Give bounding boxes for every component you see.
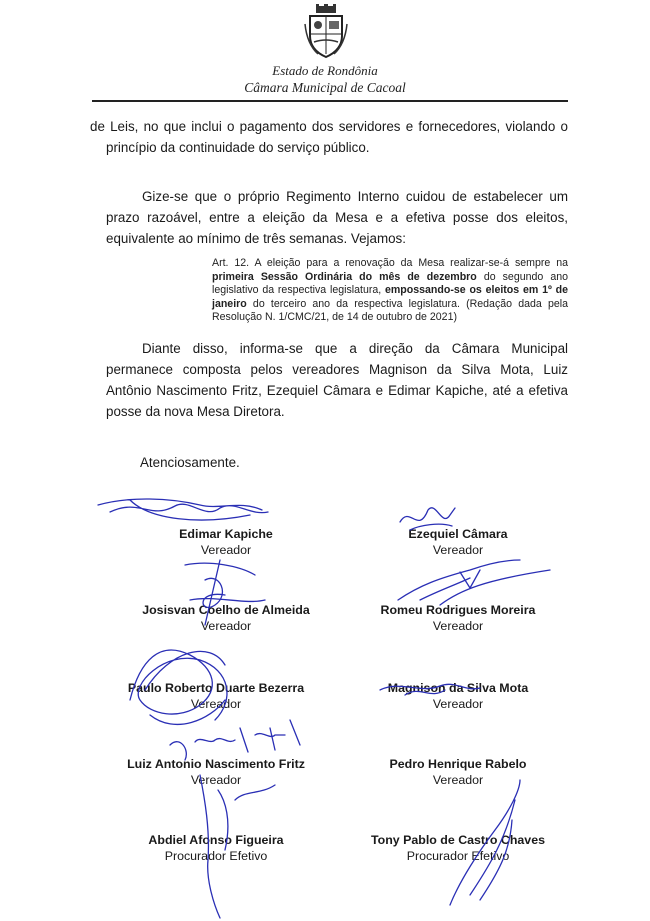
signatory-name: Tony Pablo de Castro Chaves: [371, 833, 545, 847]
signatory-role: Vereador: [190, 697, 242, 711]
signatory-name: Magnison da Silva Mota: [387, 681, 529, 695]
signatory-role: Vereador: [190, 773, 242, 787]
signature-block: [96, 832, 336, 864]
signature-block: [96, 756, 336, 788]
signatory-role: Vereador: [432, 697, 484, 711]
signatory-name: Paulo Roberto Duarte Bezerra: [127, 681, 305, 695]
signature-block: [338, 602, 578, 634]
signature-block: [338, 680, 578, 712]
paragraph-3: Diante disso, informa-se que a direção da Câmara Municipal permanece composta pelos vereadores Magnison da Silva Mota, Luiz Antônio Nascimento Fritz, Ezequiel Câmara e Edimar Kapiche, até a efetiva posse da nova Mesa Diretora.: [106, 341, 568, 419]
signatory-role: Vereador: [432, 619, 484, 633]
signatory-name: Abdiel Afonso Figueira: [148, 833, 284, 847]
coat-of-arms-icon: [304, 4, 348, 60]
signatory-name: Ezequiel Câmara: [408, 527, 508, 541]
header-divider: [92, 100, 568, 102]
signatory-name: Josisvan Coelho de Almeida: [142, 603, 310, 617]
signatory-name: Romeu Rodrigues Moreira: [380, 603, 536, 617]
signatory-name: Luiz Antonio Nascimento Fritz: [127, 757, 305, 771]
signatory-role: Vereador: [432, 543, 484, 557]
closing: Atenciosamente.: [140, 455, 240, 470]
signature-edimar: [98, 499, 268, 520]
signature-romeu: [398, 560, 550, 605]
signatory-name: Edimar Kapiche: [179, 527, 273, 541]
signature-block: [106, 526, 346, 558]
paragraph-1: de Leis, no que inclui o pagamento dos servidores e fornecedores, violando o princípio da continuidade do serviço público.: [90, 119, 568, 155]
signature-block: [106, 602, 346, 634]
signatory-role: Vereador: [200, 619, 252, 633]
signatory-role: Vereador: [432, 773, 484, 787]
signatory-role: Procurador Efetivo: [406, 849, 510, 863]
signature-luiz: [170, 720, 300, 760]
signatory-name: Pedro Henrique Rabelo: [389, 757, 527, 771]
signature-block: [338, 756, 578, 788]
signatory-role: Vereador: [200, 543, 252, 557]
header-chamber: Câmara Municipal de Cacoal: [244, 80, 406, 95]
header-state: Estado de Rondônia: [272, 63, 378, 78]
signature-block: [96, 680, 336, 712]
signature-block: [338, 832, 578, 864]
quoted-article: Art. 12. A eleição para a renovação da Mesa realizar-se-á sempre na primeira Sessão Ordinária do mês de dezembro do segundo ano legislativo da respectiva legislatura, empossando-se os eleitos em 1º de janeiro do terceiro ano da respectiva legislatura. (Redação dada pela Resolução N. 1/CMC/21, de 14 de outubro de 2021): [212, 257, 568, 323]
signatory-role: Procurador Efetivo: [164, 849, 268, 863]
paragraph-2: Gize-se que o próprio Regimento Interno cuidou de estabelecer um prazo razoável, entre a eleição da Mesa e a efetiva posse dos eleitos, equivalente ao mínimo de três semanas. Vejamos:: [106, 189, 568, 246]
signature-block: [338, 526, 578, 558]
